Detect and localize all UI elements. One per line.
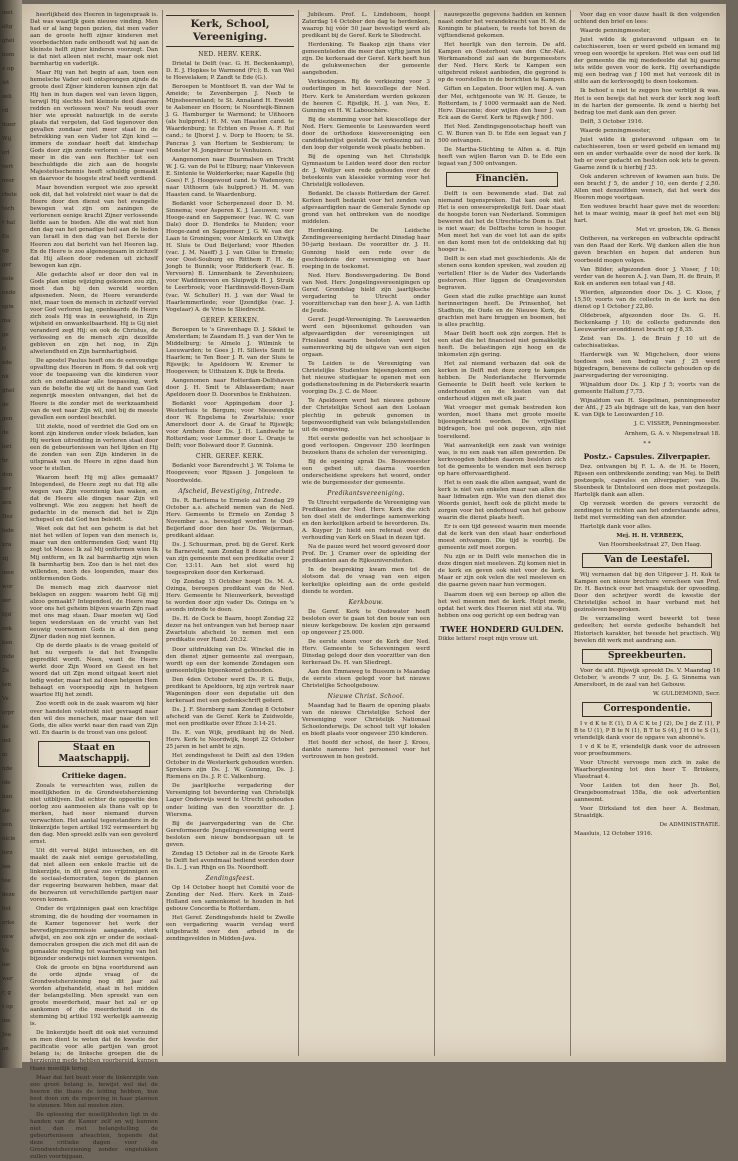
address-name-visser: J. C. VISSER, Penningmeester. bbox=[634, 421, 720, 428]
binding-text-fragment: Jou bbox=[2, 1032, 12, 1038]
column-rule bbox=[434, 10, 435, 1056]
column-rule bbox=[162, 10, 163, 1056]
address-name-verbeek: Mej. H. H. VERBEEK, bbox=[616, 533, 684, 540]
paragraph: Van Bilder, afgezonden door J. Visser, ƒ 10; verder van de heeren A. J. van Dam, H. de Bruin, P. Kok en anderen een totaal van ƒ 48. bbox=[574, 266, 720, 287]
paragraph: Verkiezingen. Bij de verkiezing voor 3 ouderlingen in het kiescollege der Ned. Herv. Kerk te Amsterdam werden gekozen de heeren C. Rijsdijk, H. J. van Nes, E. Gunning en H. W. Labouchère. bbox=[302, 79, 430, 114]
binding-text-fragment: tijd bbox=[2, 612, 12, 618]
binding-text-fragment: Vo bbox=[2, 948, 9, 954]
binding-text-fragment: ghei bbox=[2, 38, 15, 44]
paragraph: Uit dit verval blijkt intusschen, en dit maakt de zaak niet eenige geruststelling, dat niet alleen een enkele fractie uit de linkerzijde, in dit geval zoo vrijzinnigen en de sociaal-democraten, tegen de plannen der regeering bezwaren hebben, maar dat de bezwaren uit verschillende partijen naar voren komen. bbox=[30, 848, 158, 904]
paragraph: Bij de opening van het Christelijk Gymnasium te Leiden werd door den rector dr. J. Woltjer een rede gehouden over de beteekenis van klassieke vorming voor het Christelijk volksleven. bbox=[302, 153, 430, 189]
paragraph: Herdenking. Te Baakop zijn thans vier gemeenteleden die meer dan vijftig jaren lid zijn. De kerkeraad der Geref. Kerk heeft hun de gelukwenschen der gemeente aangeboden. bbox=[302, 42, 430, 77]
paragraph: Dez. ontvangen bij F. L. A. de H. te Hoorn, Rijssen een ontbrekende zending; van Mej. te Delft postzegels, capsules en zilverpapier; van Ds. Steenbeek te Dinteloord een doos met postzegels. Hartelijk dank aan allen. bbox=[574, 463, 720, 498]
binding-text-fragment: iet bbox=[2, 80, 10, 86]
paragraph: De oplossing der moeilijkheden ligt in de handen van de Kamer zelf en wij kunnen niet dan met belangstelling de gebeurtenissen afwachten, hopende dat deze critieke dagen voor de Grondwetsherziening zonder ongelukken zullen voorbijgaan. bbox=[30, 1111, 158, 1161]
signature-guldemond: W. GULDEMOND, Secr. bbox=[653, 690, 720, 697]
paragraph: Bedankt voor Barendrecht J. W. Tolsma te Hoogeveen; voor Rijssen J. Jongeleen te Noordwolde. bbox=[166, 463, 294, 484]
paragraph: In de bespreking kwam men tot de slotsom dat de vraag van een eigen kerkelijke opleiding aan de orde gesteld diende te worden. bbox=[302, 567, 430, 595]
paragraph: Bij de stemming voor het kiescollege der Ned. Herv. Gemeente te Leeuwarden werd door de orthodoxe kiesvereeniging een candidatenlijst gesteld. De verkiezing zal in den loop der volgende week plaats hebben. bbox=[302, 116, 430, 151]
paragraph: Giften en Legaten. Door wijlen mej. A. van der Mei, echtgenoote van W. H. Geuze, te Rotterdam, is ƒ 1000 vermaakt aan de Ned. Herv. Diaconie; door wijlen den heer J. van Eck aan de Geref. Kerk te Rijswijk ƒ 500. bbox=[438, 86, 566, 121]
col2-block-5 bbox=[166, 753, 294, 872]
paragraph: Het is een zaak die allen aangaat, want de kerk is niet van enkelen maar van allen die haar lidmaten zijn. Wie van den dienst des Woords geniet, heeft ook de plicht mede te zorgen voor het onderhoud van het gebouw waarin die dienst plaats heeft. bbox=[438, 479, 566, 522]
section-heading-kerk-school-vereeniging: Kerk, School, Vereeniging. bbox=[166, 15, 294, 47]
paragraph: Voor de afd. Rijswijk spreekt Ds. V. Maandag 16 October, 's avonds 7 uur, Ds. J. G. Sinnema van Amersfoort, in de zaal van het Gebouw. bbox=[574, 667, 720, 688]
paragraph: Geen stad die zulke prachtige aan kunst herinneringen heeft. De Prinsenhof, het Stadhuis, de Oude en de Nieuwe Kerk, de grachten met hare bruggen en boomen, het is alles prachtig. bbox=[438, 293, 566, 328]
paragraph: Op 14 October hoopt het Comité voor de Zending der Ned. Herv. Kerk in Zuid-Holland een samenkomst te houden in het gebouw Concordia te Rotterdam. bbox=[166, 884, 294, 913]
binding-text-fragment: han bbox=[2, 794, 13, 800]
paragraph: De apostel Paulus heeft ons de eenvoudige opvatting des Heeren in Rom. 9 dat ook vrij voor de toepassing van die kinderen voor zich en ondankbaar alle toepassing, werk van de belofte die wij uit de hand van God zegenrijk moesten ontvangen, dat het de Heere is die zonder met de werkzaamheid van de wet naar Zijn wil, niet bij de meeste gevallen een oordeel beschikt. bbox=[30, 358, 158, 421]
paragraph: I v d K te E, vriendelijk dank voor de adressen voor proefnummers. bbox=[574, 743, 720, 757]
column-3 bbox=[302, 12, 430, 1052]
paragraph: De linkerzijde heeft dit ook niet verzuimd en men dient te weten dat de kwestie der pacificatie voor alle partijen van groot belang is; de linksche groepen die de herziening mede hebben voorbereid, kunnen thans moeilijk terug. bbox=[30, 1030, 158, 1072]
binding-text-fragment: erke bbox=[2, 920, 15, 926]
paragraph: Jubileum. Prof. L. Lindeboom, hoopt Zaterdag 14 October den dag te herdenken, waarop hij vóór 50 jaar bevestigd werd als predikant bij de Geref. Kerk te Sliedrecht. bbox=[302, 12, 430, 40]
paragraph: Daarom doen wij een beroep op allen die het wel meenen met de kerk. Helpt mede, opdat het werk des Heeren niet stil sta. Wij hebben ons oog gericht op een bedrag van bbox=[438, 591, 566, 619]
paragraph: De eerste steen voor de Kerk der Ned. Herv. Gemeente te Scheveningen werd Dinsdag gelegd door den voorzitter van den kerkeraad Ds. H. van Sliedregt. bbox=[302, 638, 430, 666]
article-heading-critieke-dagen: Critieke dagen. bbox=[61, 770, 127, 780]
section-heading-staat-en-maatschappij: Staat en Maatschappij. bbox=[38, 741, 150, 767]
paragraph: Te Utrecht vergaderde de Vereeniging van Predikanten der Ned. Herv. Kerk die zich ten doel stelt de onderlinge samenwerking en den kerkelijken arbeid te bevorderen. Ds. A. Kuyper Jr. hield een referaat over de verhouding van Kerk en Staat in dezen tijd. bbox=[302, 500, 430, 542]
paragraph: Ook de groote en bijna voortdurend aan de orde zijnde vraag of de Grondwetsherziening nog dit jaar zal worden afgehandeld, staat in het midden der belangstelling. Men spreekt van een groote meerderheid, maar het zal er op aankomen of die meerderheid in de stemming bij artikel 192 werkelijk aanwezig is. bbox=[30, 964, 158, 1028]
binding-text-fragment: toch bbox=[2, 206, 15, 212]
binding-text-fragment: kun bbox=[2, 640, 13, 646]
paragraph: Op Zondag 15 October hoopt Ds. M. A. Ozinga, beroepen predikant van de Ned. Herv. Gemeente te Nieuwerkerk, bevestigd te worden door zijn vader Ds. Ozinga en 's avonds intrede te doen. bbox=[166, 579, 294, 614]
column-4 bbox=[438, 12, 566, 1052]
binding-text-fragment: wer bbox=[2, 976, 13, 982]
binding-text-fragment: lee bbox=[2, 962, 11, 968]
binding-text-fragment: lerz bbox=[2, 850, 13, 856]
paragraph: nauwgezette gegevens hadden en kennen naast onder het verandekracht van H. M. de Koningin te plaatsen, te reeds tot boven de vijftiendienst gekomen. bbox=[438, 12, 566, 40]
amount-heading: TWEE HONDERD GULDEN. bbox=[440, 623, 564, 634]
binding-text-fragment: zen bbox=[2, 500, 12, 506]
paragraph: Ds. E. van Wijk, predikant bij de Ned. Herv. Kerk te Noordwijk, hoopt 22 October 25 jaren in het ambt te zijn. bbox=[166, 730, 294, 751]
col2-block-3 bbox=[166, 463, 294, 484]
binding-text-fragment: ede bbox=[2, 360, 13, 366]
subheading-geref-kerken: GEREF. KERKEN. bbox=[200, 316, 260, 324]
binding-text-fragment: r hal bbox=[2, 220, 15, 226]
column-5 bbox=[574, 12, 720, 1052]
section-heading-financien: Financiën. bbox=[446, 172, 558, 187]
paragraph: Maar Hij van het begin af aan, toen een hemelsche Vader ooit ontsprongen zijnde de groote deel Zijner kinderen kunnen zijn dat Hij hen in hun dagen wel van leven liggen, terwijl Hij slechts het kleinste deel daarom redden en verlossen wou? Nu woudt over hier wie spreekt natuurlijk in de eerste plaats dat vergeten, dat God tegenover den gevallen zondaar niet meer staat in de betrekking van een Vader tot Zijn kind — immers de zondaar heeft dat kindschap Gods door zijn zonde verloren — maar veel meer in die van een Rechter tot een beschuldigde die zich aan de hoogste Majesteitsschennis heeft schuldig gemaakt en daarvoor de hoogste straf heeft verdiend. bbox=[30, 70, 158, 183]
col2-block-2 bbox=[166, 327, 294, 451]
binding-text-fragment: nk bbox=[2, 374, 9, 380]
binding-text-fragment: nde bbox=[2, 766, 13, 772]
col4-block-1 bbox=[438, 12, 566, 168]
binding-text-fragment: oole bbox=[2, 276, 14, 282]
paragraph: Ds. J. F. Sternberg nam Zondag 8 October afscheid van de Geref. Kerk te Zuidwolde, met een predikatie over Efeze 3:14-21. bbox=[166, 706, 294, 727]
paragraph: Aangenomen naar Rotterdam-Delfshaven door J. H. Smit te Alblasserdam; naar Apeldoorn door D. Doorenbos te Enkhuizen. bbox=[166, 377, 294, 399]
col2-block-1 bbox=[166, 61, 294, 314]
paragraph: Bedankt. De classis Rotterdam der Geref. Kerken heeft bedankt voor het zenden van afgevaardigden naar de Generale Synode op grond van het ontbreken van de noodige middelen. bbox=[302, 191, 430, 226]
paragraph: Ontheven, na verkregen en volbrachte opdracht van den Raad der Kerk. Wij danken allen die hun gaven brachten en hopen dat anderen hun voorbeeld mogen volgen. bbox=[574, 236, 720, 264]
paragraph: heerlijkheid des Heeren in tegenspraak is. Dat was waarlijk geen nieuwe vinding. Men had er al lang tegen gezien, dat men vader aan de groote heffi zijner kinderen met voorbedachten rade onthoudt wat hij aan de kleinste helft zijner kinderen voorzegt. Dan is dat niet alleen niet recht, maar ook niet barmhartig en vaderlijk. bbox=[30, 12, 158, 68]
paragraph: Wijnaldum door Ds. J. Kip ƒ 5; voorts van de gemeente Hallum ƒ 7,75. bbox=[574, 382, 720, 396]
column-1 bbox=[30, 12, 158, 1161]
col5-block-5 bbox=[574, 668, 720, 689]
binding-text-fragment: inde bbox=[2, 654, 15, 660]
address-line-den-haag: Van Hoornbeekstraat 27, Den Haag. bbox=[598, 542, 702, 549]
column-2 bbox=[166, 12, 294, 1052]
col2-block-4 bbox=[166, 498, 294, 752]
binding-text-fragment: ind bbox=[2, 738, 11, 744]
col1-body-bottom bbox=[30, 783, 158, 1161]
paragraph: Hartelijk dank voor alles. bbox=[580, 524, 652, 530]
paragraph: Waarde penningmeester, bbox=[580, 127, 651, 134]
binding-text-fragment: Ve bbox=[2, 696, 9, 702]
binding-text-fragment: de bbox=[2, 402, 9, 408]
subheading-chr-geref-kerk: CHR. GEREF. KERK. bbox=[195, 453, 265, 461]
paragraph: Weet ook dat het een geheim is dat het niet het willen of lopen van den mensch is, maar van den ontfermenden God; want Hij zegt tot Mozes: Ik zal Mij ontfermen wien Ik Mij ontferm, en Ik zal barmhartig zijn wien Ik barmhartig ben. Zoo dan is het niet des willenden, noch des loopenden, maar des ontfermenden Gods. bbox=[30, 526, 158, 582]
amount-tail-text: Dikke letters! roept mijn vrouw uit. bbox=[438, 635, 539, 642]
paragraph: Aangenomen naar Buurmalsen en Tricht W. J. G. van de Pol te Elburg; naar Vinkeveen E. Sintenie te Wolderkerke; naar Kapelle (bij Goes) F. J. Hoogewoud cand. te Wadenoyen; naar Uithoorn (als hulppred.) H. M. van Haasten cand. te Waardenburg. bbox=[166, 156, 294, 198]
subheading-predikantsvereeniging: Predikantsvereeniging. bbox=[327, 490, 405, 497]
binding-text-fragment: over bbox=[2, 178, 15, 184]
binding-text-fragment: hom bbox=[2, 52, 15, 58]
binding-text-fragment: zij bbox=[2, 556, 9, 562]
signature-administratie: De ADMINISTRATIE. bbox=[659, 822, 720, 829]
paragraph: Bij de jaarvergadering van de Chr. Gereformeerde Jongelingsvereeniging werd besloten een nieuw bondsorgaan uit te geven. bbox=[166, 820, 294, 848]
paragraph: Het Geref. Zendingsfonds hield te Zwolle een vergadering waarin verslag werd uitgebracht over den arbeid in de zendingsvelden in Midden-Java. bbox=[166, 915, 294, 943]
binding-text-fragment: ten bbox=[2, 682, 12, 688]
binding-text-fragment: zer bbox=[2, 598, 11, 604]
binding-text-fragment: leri bbox=[2, 444, 12, 450]
col3-block-4 bbox=[302, 703, 430, 761]
paragraph: I v d K te E (1), D A C K te J (2), De J de Z (1), P B te U (1), P B te N (1), B T te S (4), J H O te S (1), vriendelijk dank voor de opgave van abonné's. bbox=[574, 720, 720, 741]
binding-text-fragment: toe bbox=[2, 878, 11, 884]
paragraph: Wat aanvankelijk een zaak van weinige was, is nu een zaak van allen geworden. De kerkvoogden hebben daarom besloten zich tot de gemeente te wenden met een beroep op hare offervaardigheid. bbox=[438, 442, 566, 477]
binding-text-fragment: het bbox=[2, 906, 12, 912]
binding-text-fragment: rbete bbox=[2, 192, 17, 198]
paragraph: Den 4den October werd Ds. P. G. Buijs, predikant te Apeldoorn, bij zijn vertrek naar Wageningen door een deputatie uit den kerkeraad met een gedenkschrift geëerd. bbox=[166, 676, 294, 704]
paragraph: Ik behoef u niet te zeggen hoe verblijd ik was. Het is een bewijs dat het werk der kerk nog leeft in de harten der gemeente. Ik zend u hierbij het bedrag toe met dank aan den gever. bbox=[574, 88, 720, 116]
binding-text-fragment: ti bbox=[2, 346, 6, 352]
binding-text-fragment: Ze bbox=[2, 668, 10, 674]
paragraph: Zondag 15 October zal in de Groote Kerk te Delft het avondmaal bediend worden door Ds. L. J. van Rhijn en Ds. Noordhoff. bbox=[166, 850, 294, 871]
paragraph: Harderwijk van W. Migchelsen, door wiens toedoen ook een bedrag van ƒ 25 werd bijgedragen, benevens de collecte gehouden op de jaarvergadering der vereeniging. bbox=[574, 352, 720, 380]
separator-stars: * * bbox=[643, 440, 651, 447]
paragraph: Wierden, afgezonden door Ds. J. C. Kloos, ƒ 15,50; voorts van de collecte in de kerk na den dienst op 1 October ƒ 22,80. bbox=[574, 289, 720, 310]
binding-text-fragment: t op bbox=[2, 1004, 13, 1010]
col3-block-3 bbox=[302, 609, 430, 691]
binding-text-fragment: ouw bbox=[2, 934, 14, 940]
col5-block-3 bbox=[574, 464, 720, 531]
paragraph: Uit ziekte, nood of verdriet die God om en komt zijn kinderen onder vloek beladen, kan Hij werken uitredding in verloren staat door een de gebeurtenissen van het lijden en Hij de zonden van een Zijn kinderen in de uitspraak van de Heere in zijne daad hun voor te stellen. bbox=[30, 423, 158, 472]
paragraph: Het heerlijk van den terrein. De afd. Kampen en Oosterhout van den Chr.-Nat. Werkmansbond zal aan de burgemeesters der Ned. Herv. Kerk te Kampen een uitgebreid rekest aanbieden, die gegrond is op de voorstellen in de berichten te Kampen. bbox=[438, 42, 566, 84]
binding-text-fragment: alig bbox=[2, 24, 13, 30]
binding-text-fragment: lezer bbox=[2, 122, 16, 128]
subheading-nieuwe-school: Nieuwe Christ. School. bbox=[327, 693, 405, 701]
col5-block-6 bbox=[574, 721, 720, 821]
binding-text-fragment: erpr bbox=[2, 710, 15, 716]
paragraph: Maar bovendien vergeet wie zoo spreekt ook dit, dat het volstrekt niet waar is dat de Heere door den dienst van het evangelie bewogen wat zijn om zaningen de verlorenen eenige kracht Zijner verlossende liefde aan te bieden. Alle die wat niet hun den dag van het genadige heil aan de lieden van Israël in den dag van het Eerste der Heeren zou dat bericht van het Heeren lag. En de Heere is zoo algenoegzaam in zichzelf dat Hij alleen door redenen uit zichzelf bewogen kan zijn. bbox=[30, 185, 158, 269]
paragraph: Ds. J. Schuurman, pred. bij de Geref. Kerk te Barneveld, nam Zondag 8 dezer afscheid van zijn gemeente met een predikatie over 2 Cor. 13:11. Aan het slot werd hij toegesproken door den Kerkeraad. bbox=[166, 541, 294, 577]
paragraph: Bij de opening sprak Ds. Bouwmeester een gebed uit; daarna voerden onderscheidene sprekers het woord, onder wie de burgemeester der gemeente. bbox=[302, 458, 430, 486]
binding-text-fragment: deze bbox=[2, 892, 15, 898]
binding-text-fragment: ook bbox=[2, 626, 12, 632]
paragraph: Herdenking. De Leidsche Zendingsvereeniging herdacht Dinsdag haar 50-jarig bestaan. De voorzitter dr. J. H. Gunning hield een rede over de geschiedenis der vereeniging en haar roeping in de toekomst. bbox=[302, 228, 430, 270]
section-heading-leestafel: Van de Leestafel. bbox=[582, 553, 712, 568]
binding-text-fragment: zeli bbox=[2, 94, 12, 100]
binding-text-fragment: ghel bbox=[2, 388, 15, 394]
paragraph: Waarde penningmeester, bbox=[580, 28, 651, 35]
col1-body-top bbox=[30, 12, 158, 737]
binding-text-fragment: een bbox=[2, 822, 13, 828]
binding-text-fragment: e op bbox=[2, 66, 14, 72]
paragraph: Voor Leiden tot den heer Jh. Bol, Oranjeboomstraat 158a, die ook advertentien aanneemt. bbox=[574, 783, 720, 804]
binding-text-fragment: de bbox=[2, 430, 9, 436]
signature-benes: Met vr. groeten, Dk. G. Benes bbox=[636, 227, 720, 234]
paragraph: De verzameling werd bewerkt tot twee gedeelten; het eerste gedeelte behandelt het Historisch karakter, het tweede het practisch. Wij bevelen dit werk met aandrang aan. bbox=[574, 616, 720, 644]
col3-block-1 bbox=[302, 12, 430, 487]
paragraph: Op de derde plaats is de vraag gesteld of het nu vergeefs is dat het Evangelie gepredikt wordt. Neen, want de Heere werkt door Zijn Woord en Geest en het woord dat uit Zijn mond uitgaat keert niet ledig weder, maar het zal doen hetgeen Hem behaagt en voorspoedig zijn in hetgeen waartoe Hij het zendt. bbox=[30, 643, 158, 699]
paragraph: Geref. Jeugd-Vereeniging. Te Leeuwarden werd een bijeenkomst gehouden van afgevaardigden der vereenigingen uit Friesland waarin besloten werd tot samenwerking bij de uitgave van een eigen orgaan. bbox=[302, 316, 430, 359]
column-rule bbox=[570, 10, 571, 1056]
paragraph: Te Leiden is de Vereeniging van Christelijke Studenten bijeengekomen om het nieuwe studiejaar te openen met een godsdienstoefening in de Pieterskerk waarin voorging Ds. J. C. de Moor. bbox=[302, 361, 430, 396]
paragraph: Er is een tijd geweest waarin men meende dat de kerk van den staat haar onderhoud moest ontvangen. Die tijd is voorbij. De gemeente zelf moet zorgen. bbox=[438, 524, 566, 552]
paragraph: Zooals te verwachten was, zullen de moeilijkheden in de Grondwetsherziening niet uitblijven. Dat echter de oppositie den oorlog zou aanmoeien als thans valt op te merken, had neer niemand durven verwachten. Het aantal tegenstanders in de linkerzijde tegen artikel 192 vermeerdert bij den dag. Men spreekt zelfs van een gevolerd ernst. bbox=[30, 782, 158, 846]
paragraph: Het eerste gedeelte van het schooljaar is goed verloopen. Ongeveer 250 leerlingen bezoeken thans de scholen der vereeniging. bbox=[302, 435, 430, 456]
column-rule bbox=[298, 10, 299, 1056]
subheading-afscheid: Afscheid, Bevestiging, Intrede. bbox=[178, 487, 282, 495]
binding-text-fragment: m bbox=[2, 752, 8, 758]
paragraph: De Geref. Kerk te Oudewater heeft besloten over te gaan tot den bouw van een nieuw kerkgebouw. De kosten zijn geraamd op ongeveer ƒ 25.000. bbox=[302, 608, 430, 636]
paragraph: Het zendingsfeest te Delft zal den 19den October in de Westerkerk gehouden worden. Sprekers zijn Ds. J. W. Gunning, Ds. J. Riemens en Ds. J. P. C. Valkenburg. bbox=[166, 753, 294, 781]
binding-text-fragment: erl bbox=[2, 150, 10, 156]
binding-text-fragment: den bbox=[2, 472, 13, 478]
paragraph: Ook anderen schreven of kwamen aan huis. De een bracht ƒ 5, de ander ƒ 10, een derde ƒ 2,50. Allen met denzelfden wensch, dat het werk des Heeren moge voortgaan. bbox=[574, 173, 720, 202]
paragraph: Een weduwe bracht haar gave met de woorden: het is maar weinig, maar ik geef het met een blij hart. bbox=[574, 204, 720, 225]
paragraph: De jaarlijksche vergadering der Vereeniging tot bevordering van Christelijk Lager Onderwijs werd te Utrecht gehouden onder leiding van den voorzitter dr. J. Wiersma. bbox=[166, 783, 294, 818]
paragraph: Ned. Herv. Bondsvergadering. De Bond van Ned. Herv. Jongelingsvereenigingen op Geref. Grondslag hield zijn jaarlijksche vergadering te Utrecht onder voorzitterschap van den heer J. A. van Lidth de Jeude. bbox=[302, 272, 430, 314]
paragraph: Drietal te Delft (vac. G. H. Beckenkamp), D. E. J. Hopkes te Warmond (Fr.); B. van Wel te Hoevelaken; P. Zandt te Ede (G.). bbox=[166, 61, 294, 82]
page-binding bbox=[0, 0, 22, 1068]
paragraph: Zeist van Ds. J. de Bruin ƒ 10 uit de catechisatiekas. bbox=[574, 335, 720, 350]
binding-text-fragment: nicle bbox=[2, 836, 16, 842]
paragraph: Het zal niemand verbazen dat ook de kerken in Delft met deze zorg te kampen hebben. De Nederlandsche Hervormde Gemeente te Delft heeft vele kerken te onderhouden en de kosten van dat onderhoud stijgen met elk jaar. bbox=[438, 361, 566, 403]
paragraph: Bedankt voor Appingedam door J. Westerhuis te Bergum; voor Nieuwendijk door W. Engelsma te Zwartsluis; voor Amersfoort door A. de Graaf te Rijswijk; voor Arnhem door Ds. J. H. Landwehr te Rotterdam; voor Lemmer door L. Oranje te Delft; voor Bolsward door F. Gunnink. bbox=[166, 401, 294, 450]
binding-text-fragment: Wij bbox=[2, 136, 12, 142]
subheading-postzegels: Postz.- Capsules. Zilverpapier. bbox=[583, 451, 711, 461]
binding-text-fragment: kra bbox=[2, 542, 12, 548]
binding-text-fragment: de bbox=[2, 724, 9, 730]
subheading-ned-herv-kerk: NED. HERV. KERK. bbox=[198, 51, 262, 58]
paragraph: De Martha-Stichting te Alfen a. d. Rijn heeft van wijlen Baron van D. te Ede een legaat van ƒ 500 ontvangen. bbox=[438, 146, 566, 167]
binding-text-fragment: vert bbox=[2, 164, 14, 170]
paragraph: Maar dat het bezit voor de linkerzijde van zoo groot belang is, bewijst wel dat de heeren die thans de leiding hebben, hun best doen om de regeering in haar plannen te steunen. Men zal moeten zien. bbox=[30, 1074, 158, 1109]
binding-text-fragment: ger bbox=[2, 262, 12, 268]
paragraph: Het hoofd der school, de heer J. Kroes, dankte namens het personeel voor het vertrouwen in hen gesteld. bbox=[302, 740, 430, 761]
paragraph: Onder de vrijzinnigen gaat een krachtige stroming, die de houding der voornamen in de Kamer tegenover het werk der bevredigingscommissie aangaande, sterk afwijst, en zoo ook zijn er onder de sociaal-democraten groepen die zich met dit aan de gemaakte regeling tot waarborging van het bijzonder onderwijs niet kunnen vereenigen. bbox=[30, 906, 158, 962]
binding-text-fragment: ine bbox=[2, 1018, 11, 1024]
paragraph: Het Ned. Zendingsgenootschap heeft van C. W. Buren van D. te Ede een legaat van ƒ 500 ontvangen. bbox=[438, 123, 566, 144]
binding-text-fragment: ende bbox=[2, 290, 16, 296]
paragraph: Door uitdrukking van Ds. Winckel die in den dienst zijner gemeente zal overgaan, wordt op een der komende Zondagen een gemeentelijke bijeenkomst gehouden. bbox=[166, 646, 294, 674]
paragraph: Te Apeldoorn werd het nieuwe gebouw der Christelijke School aan den Loolaan plechtig in gebruik genomen in tegenwoordigheid van vele belangstellenden uit de omgeving. bbox=[302, 398, 430, 433]
paragraph: Beroepen te 's Gravenhage D. J. Sikkel te Amsterdam; te Zaandam H. J. van der Ven te Middelburg; te Almelo J. Wilmink te Leeuwarden; te Goes J. H. Sillevis Smitt te Haarlem; te Ten Boer J. R. van der Sluis te Rijswijk; te Apeldoorn W. Kremer te Hoogeveen; te Uithuizen K. Dijk te Breda. bbox=[166, 326, 294, 375]
paragraph: Na de pauze werd het woord gevoerd door Prof. Dr. J. Cramer over de opleiding der predikanten aan de Rijksuniversiteiten. bbox=[302, 544, 430, 565]
col3-block-2 bbox=[302, 500, 430, 596]
paragraph: Voor Utrecht vervoege men zich in zake de Waarborgleening tot den heer T. Brinkers, Vlasstraat 4. bbox=[574, 760, 720, 781]
binding-text-fragment: op bbox=[2, 248, 9, 254]
binding-text-fragment: Dez bbox=[2, 514, 13, 520]
paragraph: Wij vernamen dat bij den Uitgever J. H. Kok te Kampen een nieuw brochure verscheen van Prof. Dr. H. Bavinck over het vraagstuk der opvoeding. Door den schrijver wordt de kwestie der Christelijke school in haar verband met het gezinsleven besproken. bbox=[574, 572, 720, 614]
paragraph: Waarom heeft Hij mij alles gemaakt? Integendeel, de Heere zegt nu dat Hij alle wegen van Zijn voorzienig kan waken, en dat de Heere alle dingen naar Zijn wil volbrengt. Wie zou zeggen: het heeft de gedachte in de mensch dat het is Zijn schepsel en dat God hen beleidt. bbox=[30, 475, 158, 524]
section-heading-spreekbeurten: Spreekbeurten. bbox=[582, 649, 712, 664]
paragraph: Delft is een bewonende stad. Dat zal niemand tegenspreken. Dat kan ook niet. Het is een onweersprekelijk feit. Daar staat de hoogste toren van Nederland. Sommigen beweren dat het de Utrechtsche Dom is. Dat is niet waar; de Delftsche toren is hooger. Men meet het van de voet tot aan de spits en dan komt men tot de ontdekking dat hij hooger is. bbox=[438, 190, 566, 254]
paragraph: Ds. H. de Cock te Baarn, hoopt Zondag 22 dezer na het ontvangen van het beroep naar Zwartsluis afscheid te nemen met een predikatie over Hand. 20:32. bbox=[166, 616, 294, 644]
paragraph: Wat vroeger met gemak bestreden kon worden, moet thans met groote moeite bijeengebracht worden. De vrijwillige bijdragen, hoe gul ook gegeven, zijn niet toereikend. bbox=[438, 405, 566, 440]
paragraph: Delft is een stad met geschiedenis. Als de stenen eens konden spreken, wat zouden zij vertellen! Hier is de Vader des Vaderlands gestorven. Hier liggen de Oranjevorsten begraven. bbox=[438, 256, 566, 291]
paragraph: Ds. R. Bartlema te Ermelo zal Zondag 29 October a.s. afscheid nemen van de Ned. Herv. Gemeente te Ermelo en Zondag 5 November a.s. bevestigd worden te Oud-Beijerland door den heer Ds. Weijerman, predikant aldaar. bbox=[166, 497, 294, 539]
section-heading-correspondentie: Correspondentie. bbox=[582, 702, 712, 717]
paragraph: Voor Dirksland tot den heer A. Bestman, Straatdijk. bbox=[574, 806, 720, 820]
paragraph: Juist wilde ik gisteravond uitgaan en te catechiseeren, toen er werd gebeld en iemand mij vroeg een woordje te spreken. Het was een oud lid der gemeente die mij mededeelde dat hij gaarne iets wilde geven voor de kerk. Hij overhandigde mij een bedrag van ƒ 100 met het verzoek dit in stilte aan de kerkvoogdij te doen toekomen. bbox=[574, 37, 720, 86]
col2-block-6 bbox=[166, 885, 294, 943]
paragraph: Aan den Emmaweg te Bussum is Maandag de eerste steen gelegd voor het nieuwe Christelijke Schoolgebouw. bbox=[302, 668, 430, 690]
binding-text-fragment: Ee bbox=[2, 234, 10, 240]
binding-text-fragment: hr bbox=[2, 458, 9, 464]
binding-text-fragment: spin bbox=[2, 304, 14, 310]
binding-text-fragment: wor bbox=[2, 584, 13, 590]
paragraph: Maar Delft heeft ook zijn zorgen. Het is een stad die het financieel niet gemakkelijk heeft. De belastingen zijn hoog en de inkomsten zijn gering. bbox=[438, 330, 566, 359]
binding-text-fragment: oor bbox=[2, 486, 12, 492]
binding-text-fragment: lede bbox=[2, 528, 14, 534]
address-line-arnhem: Arnhem, G. A. v. Niepenstraat 18. bbox=[624, 430, 720, 437]
subheading-zendingsfeest: Zendingsfeest. bbox=[205, 874, 255, 882]
paragraph: Maandag had te Baarn de opening plaats van de nieuwe Christelijke School der Vereeniging voor Christelijk Nationaal Schoolonderwijs. De school telt vijf lokalen en biedt plaats voor ongeveer 250 kinderen. bbox=[302, 703, 430, 738]
binding-text-fragment: ide bbox=[2, 780, 11, 786]
paragraph: Oldebroek, afgezonden door Ds. G. H. Beckenkamp ƒ 10; de collecte gedurende den Leeuwarder avonddienst bracht op ƒ 8,35. bbox=[574, 312, 720, 333]
binding-text-fragment: gen bbox=[2, 416, 13, 422]
dateline-maasluis: Maasluis, 12 October 1916. bbox=[574, 831, 653, 838]
paragraph: Juist wilde ik gisteravond uitgaan om te catechiseeren, toen er werd gebeld en iemand mij een en ander verhaalde over de nood der kerk. Ik heb er over gedacht en besloten ook iets te geven. Gaarne zend ik u hierbij ƒ 25. bbox=[574, 136, 720, 171]
paragraph: Voor dag en voor dauw haalt ik den volgenden ochtend den brief en lees: bbox=[574, 12, 720, 26]
paragraph: Bedankt voor Scherpenzeel door D. M. Sinnema; voor Asperen K. J. Leeuwen; voor Hooge-zand en Sappemeer (vac. W. C. van Dale) door D. Hendriks te Muiden; voor Hooge-zand en Sappemeer J. G. W. van der Laan te Groningen; voor Almkerk en Uitwijk H. Sluis te Oud Beijerland; voor Rheden (vac. J. M. Naeff) J. J. van Gilse te Ermelo; voor Oost-Souburg en Ritthem F. H. de Jongh te Bunnik; voor Ridderkerk (vac. B. Vervoorn) B. Linnenbank te Zevenhuizen; voor Waddinxveen en Sluipwijk H. J. Struik te Leerbroek; voor Hardinxveld-Boven-Dam (vac. W. Schuller) H. J. van der Waal te Haarlemmerliede; voor IJzendijke (vac. J. Vogelaar) A. de Vries te Sliedrecht. bbox=[166, 200, 294, 313]
paragraph: Beroepen te Montfoort B. van der Wal te Ameide; te Zevenbergen J. Neeb te Mijnsheerenland; te St. Annaland H. Ewoldt te Aalsmeer en Hoorn; te Noordwijk-Binnen J. G. Hamburger te Warmond; te Uithoorn (als hulppred.) H. M. van Haasten cand. te Waardenburg; te Echten en Pesse A. F. Rol cand.; te IJhorst J. v. Dorp te Hoorn; te St. Pancras J. van Hertum te Sexbierum; te Monster M. Jongebreur te Venhuizen. bbox=[166, 84, 294, 154]
col5-block-2 bbox=[574, 236, 720, 419]
paragraph: Op verzoek worden de gevers verzocht de zendingen te richten aan het onderstaande adres, liefst met vermelding van den afzender. bbox=[574, 500, 720, 521]
binding-text-fragment: r, g bbox=[2, 990, 12, 996]
binding-text-fragment: ge bbox=[2, 332, 9, 338]
binding-text-fragment: ma bbox=[2, 318, 11, 324]
binding-text-fragment: zie bbox=[2, 808, 10, 814]
binding-text-fragment: ien bbox=[2, 864, 11, 870]
col5-block-1 bbox=[574, 12, 720, 225]
paragraph: Delft, 3 October 1916. bbox=[580, 118, 644, 125]
paragraph: Zoo wordt ook in de zaak waarom wij hier over handelen volstrekt niet gevraagd naar den wil des menschen, maar naar den wil Gods, die alles werkt naar den raad van Zijn wil. En daarin is de troost van ons geloof. bbox=[30, 701, 158, 736]
paragraph: De mensch mag zich daarvoor niet beklagen en zeggen: waarom hebt Gij mij alzoo gemaakt? Integendeel, de Heere mag voor ons het geheim blijven waarin Zijn raad met ons mag staan. Daar moeten wij God tegen wederstaan en de vrucht van het eeuwig voornemen Gods in al den gang Zijner daden nog niet kennen. bbox=[30, 584, 158, 641]
binding-text-fragment: met bbox=[2, 10, 13, 16]
paragraph: Wijnaldum van H. Siegelman, penningmeester der Afd., ƒ 25 als bijdrage uit de kas, van den heer K. van Dijk te Leeuwarden ƒ 10. bbox=[574, 398, 720, 419]
binding-text-fragment: an bbox=[2, 1046, 9, 1052]
col5-block-4 bbox=[574, 572, 720, 644]
paragraph: Alle gedachte alsof er door den val in Gods plan enige wijziging gekomen zou zijn, moet dan bij den wereld worden afgesneden. Neen, de Heere veranderde niet, maar toen de mensch in zichzelf verviel voor God verloren lag, openbaarde de Heere zich zoals Hij was in eeuwigheid, in Zijn wijsheid en onwankelbaarheid. Hij is Gij niet veranderd zegt Hij: en ook de Christus, de verlossing en de mensch zijn dezelfde gebleven en zijn het nog, in Zijn alwetendheid en Zijn barmhartigheid. bbox=[30, 271, 158, 356]
binding-text-fragment: rd bbox=[2, 108, 9, 114]
subheading-kerkbouw: Kerkbouw. bbox=[348, 598, 384, 606]
newspaper-page bbox=[22, 4, 726, 1161]
paragraph: Nu zijn er in Delft vele menschen die in deze dingen niet meeleven. Zij komen niet in de kerk en geven ook niet voor de kerk. Maar er zijn ook velen die wel meeleven en die gaarne geven naar hun vermogen. bbox=[438, 554, 566, 589]
col4-block-2 bbox=[438, 191, 566, 620]
binding-text-fragment: mee bbox=[2, 570, 14, 576]
